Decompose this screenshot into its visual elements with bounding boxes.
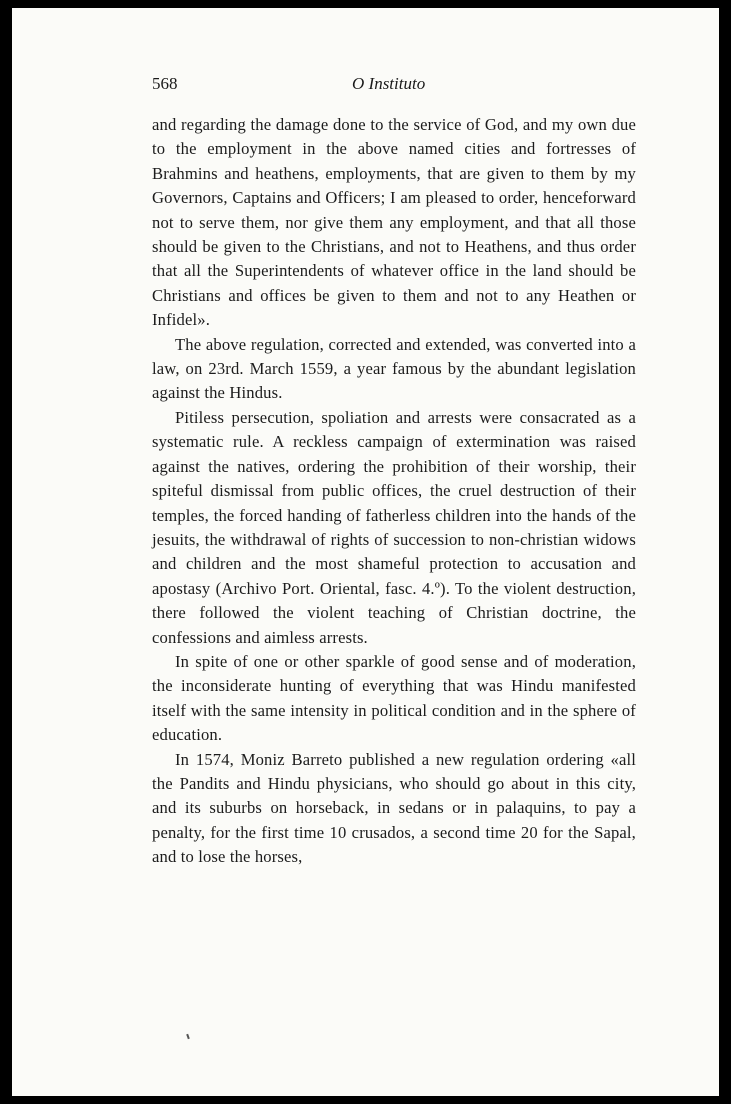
paragraph: Pitiless persecution, spoliation and arrests were consacrated as a systematic rule. A reckless campaign of extermination was raised against the natives, ordering the prohibition of their worship, their spiteful dismissal from public offices, the cruel destruction of their temples, the forced handing of fatherless children into the hands of the jesuits, the withdrawal of rights of succession to non-christian widows and children and the most shameful protection to accusation and apostasy (Archivo Port. Oriental, fasc. 4.º). To the violent destruction, there followed the violent teaching of Christian doctrine, the confessions and aimless arrests. [152,407,636,647]
paragraph: In spite of one or other sparkle of good sense and of moderation, the inconsiderate hunting of everything that was Hindu manifested itself with the same intensity in political condition and in the sphere of education. [152,651,636,745]
document-page [12,8,719,1096]
running-title: O Instituto [352,74,426,93]
page-number: 568 [152,74,178,93]
stray-ink-mark [186,1034,190,1039]
paragraph: and regarding the damage done to the service of God, and my own due to the employment in the above named cities and fortresses of Brahmins and heathens, employments, that are given to them by my Governors, Captains and Officers; I am pleased to order, henceforward not to serve them, nor give them any employment, and that all those should be given to the Christians, and not to Heathens, and thus order that all the Superintendents of whatever office in the land should be Christians and offices be given to them and not to any Heathen or Infidel». [152,115,636,330]
paragraph: In 1574, Moniz Barreto published a new regulation ordering «all the Pandits and Hindu physicians, who should go about in this city, and its suburbs on horseback, in sedans or in palaquins, to pay a penalty, for the first time 10 crusados, a second time 20 for the Sapal, and to lose the horses, [152,749,636,867]
body-text [152,113,636,870]
paragraph: The above regulation, corrected and extended, was converted into a law, on 23rd. March 1559, a year famous by the abundant legislation against the Hindus. [152,334,636,403]
page-header [152,74,636,100]
